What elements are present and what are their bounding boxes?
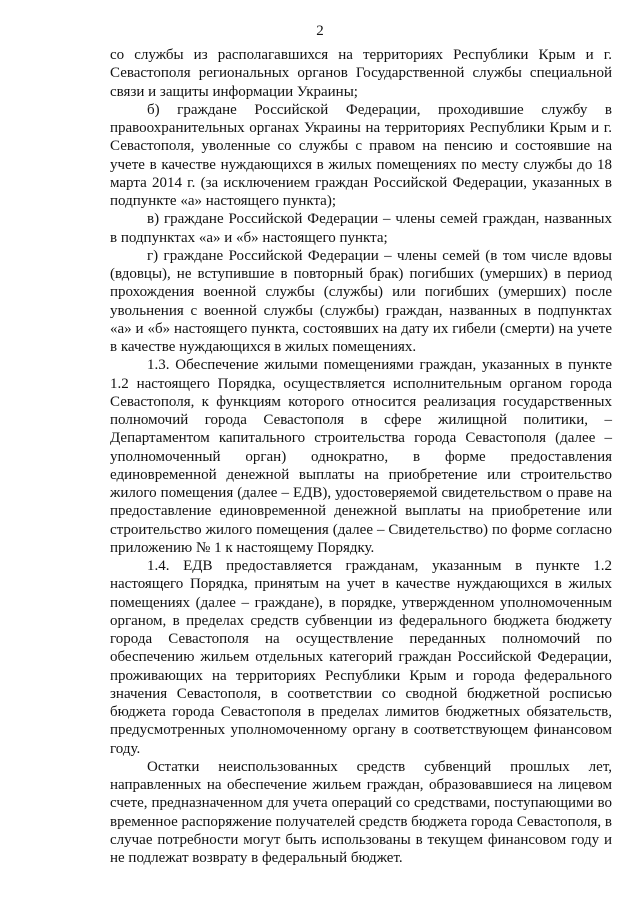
paragraph-remaining-funds: Остатки неиспользованных средств субвенций прошлых лет, направленных на обеспечение жильем граждан, образовавшиеся на лицевом счете, предназначенном для учета операций со средствами, поступающими во временное распоряжение получателей средств бюджета города Севастополя, в случае потребности могут быть использованы в текущем финансовом году и не подлежат возврату в федеральный бюджет. xyxy=(110,758,612,866)
page-number: 2 xyxy=(316,23,324,39)
paragraph-a-continuation: со службы из располагавшихся на территориях Республики Крым и г. Севастополя региональных органов Государственной службы специальной связи и защиты информации Украины; xyxy=(110,47,612,100)
paragraph-1-4: 1.4. ЕДВ предоставляется гражданам, указанным в пункте 1.2 настоящего Порядка, принятым на учет в качестве нуждающихся в жилых помещениях (далее – граждане), в порядке, утвержденном уполномоченным органом, в пределах средств субвенции из федерального бюджета бюджету города Севастополя на осуществление переданных полномочий по обеспечению жильем отдельных категорий граждан Российской Федерации, проживающих на территориях Республики Крым и города федерального значения Севастополя, в соответствии со сводной бюджетной росписью бюджета города Севастополя в пределах лимитов бюджетных обязательств, предусмотренных уполномоченному органу в соответствующем финансовом году. xyxy=(110,558,612,757)
paragraph-v: в) граждане Российской Федерации – члены семей граждан, названных в подпунктах «а» и «б» настоящего пункта; xyxy=(110,211,612,246)
paragraph-b: б) граждане Российской Федерации, проходившие службу в правоохранительных органах Украины на территориях Республики Крым и г. Севастополя, уволенные со службы с правом на пенсию и состоявшие на учете в качестве нуждающихся в жилых помещениях по месту службы до 18 марта 2014 г. (за исключением граждан Российской Федерации, указанных в подпункте «а» настоящего пункта); xyxy=(110,101,612,209)
paragraph-1-3: 1.3. Обеспечение жилыми помещениями граждан, указанных в пункте 1.2 настоящего Порядка, осуществляется исполнительным органом города Севастополя, к функциям которого относится реализация государственных полномочий города Севастополя в сфере жилищной политики, – Департаментом капитального строительства города Севастополя (далее – уполномоченный орган) однократно, в форме предоставления единовременной денежной выплаты на приобретение или строительство жилого помещения (далее – ЕДВ), удостоверяемой свидетельством о праве на предоставление единовременной денежной выплаты на приобретение или строительство жилого помещения (далее – Свидетельство) по форме согласно приложению № 1 к настоящему Порядку. xyxy=(110,357,612,556)
paragraph-g: г) граждане Российской Федерации – члены семей (в том числе вдовы (вдовцы), не вступившие в повторный брак) погибших (умерших) в период прохождения военной службы (службы) или погибших (умерших) после увольнения с военной службы (службы) граждан, названных в подпунктах «а» и «б» настоящего пункта, состоявших на дату их гибели (смерти) на учете в качестве нуждающихся в жилых помещениях. xyxy=(110,247,612,355)
document-body xyxy=(110,46,612,867)
